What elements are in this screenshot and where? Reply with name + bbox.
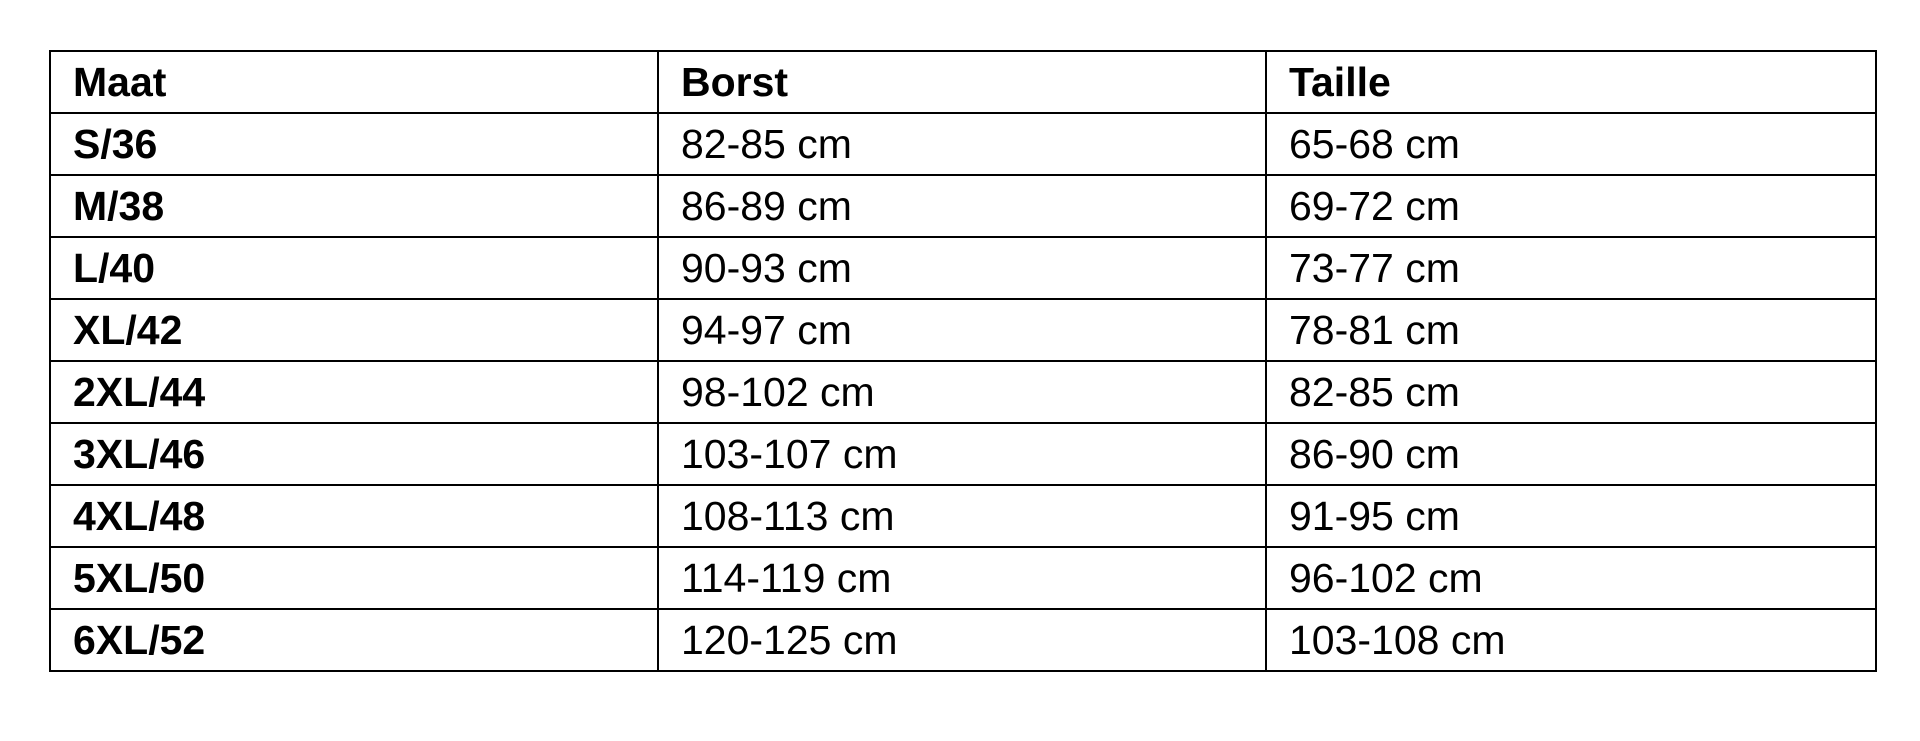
size-cell: XL/42 [50,299,658,361]
size-chart-table [49,50,1877,672]
chest-cell: 82-85 cm [658,113,1266,175]
waist-cell: 65-68 cm [1266,113,1876,175]
waist-cell: 91-95 cm [1266,485,1876,547]
table-row [50,113,1876,175]
table-row [50,485,1876,547]
chest-cell: 98-102 cm [658,361,1266,423]
table-row [50,237,1876,299]
header-taille: Taille [1266,51,1876,113]
header-maat: Maat [50,51,658,113]
size-cell: L/40 [50,237,658,299]
header-borst: Borst [658,51,1266,113]
waist-cell: 86-90 cm [1266,423,1876,485]
waist-cell: 69-72 cm [1266,175,1876,237]
chest-cell: 120-125 cm [658,609,1266,671]
table-row [50,423,1876,485]
table-row [50,609,1876,671]
waist-cell: 96-102 cm [1266,547,1876,609]
size-cell: S/36 [50,113,658,175]
waist-cell: 103-108 cm [1266,609,1876,671]
chest-cell: 108-113 cm [658,485,1266,547]
waist-cell: 82-85 cm [1266,361,1876,423]
table-body [50,113,1876,671]
table-row [50,175,1876,237]
chest-cell: 114-119 cm [658,547,1266,609]
table-row [50,299,1876,361]
size-cell: 6XL/52 [50,609,658,671]
chest-cell: 86-89 cm [658,175,1266,237]
size-cell: 4XL/48 [50,485,658,547]
chest-cell: 90-93 cm [658,237,1266,299]
table-row [50,361,1876,423]
chest-cell: 103-107 cm [658,423,1266,485]
waist-cell: 78-81 cm [1266,299,1876,361]
table-header [50,51,1876,113]
waist-cell: 73-77 cm [1266,237,1876,299]
size-cell: 3XL/46 [50,423,658,485]
size-cell: 5XL/50 [50,547,658,609]
size-cell: 2XL/44 [50,361,658,423]
table-row [50,547,1876,609]
size-cell: M/38 [50,175,658,237]
header-row [50,51,1876,113]
chest-cell: 94-97 cm [658,299,1266,361]
